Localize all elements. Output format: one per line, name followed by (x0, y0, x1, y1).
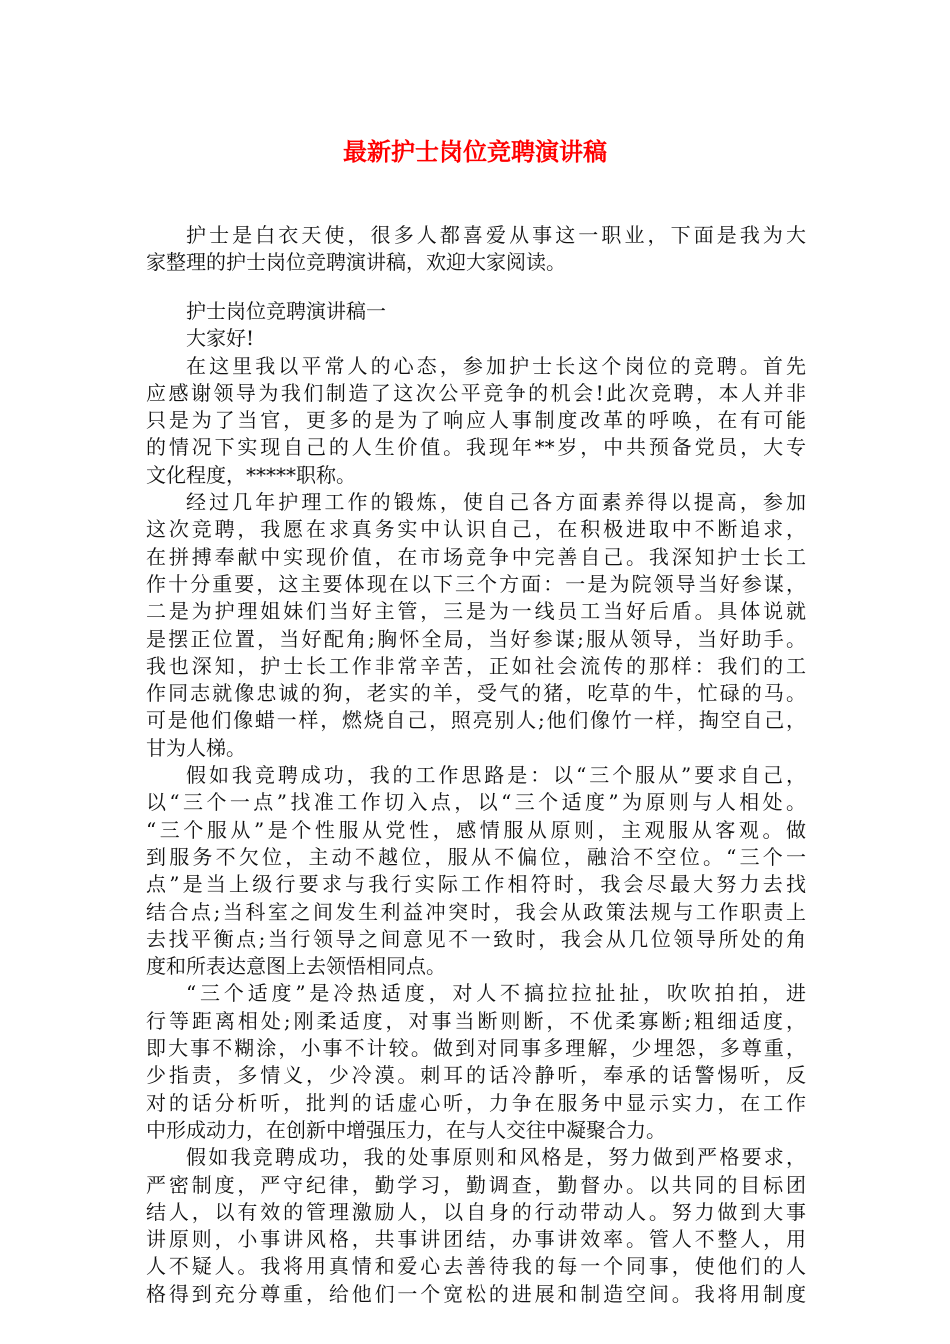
text-line: 我也深知，护士长工作非常辛苦，正如社会流传的那样：我们的工 (146, 653, 806, 678)
text-line: 假如我竞聘成功，我的工作思路是：以“三个服从”要求自己， (186, 763, 806, 788)
text-line: 行等距离相处;刚柔适度，对事当断则断，不优柔寡断;粗细适度， (146, 1008, 806, 1033)
text-line: 家整理的护士岗位竞聘演讲稿，欢迎大家阅读。 (146, 250, 566, 275)
text-line: 甘为人梯。 (146, 735, 246, 760)
text-line: 假如我竞聘成功，我的处事原则和风格是，努力做到严格要求， (186, 1145, 806, 1170)
document-title: 最新护士岗位竞聘演讲稿 (343, 138, 607, 166)
text-line: 结合点;当科室之间发生利益冲突时，我会从政策法规与工作职责上 (146, 899, 806, 924)
text-line: 去找平衡点;当行领导之间意见不一致时，我会从几位领导所处的角 (146, 926, 806, 951)
text-line: “三个服从”是个性服从党性，感情服从原则，主观服从客观。做 (146, 817, 806, 842)
text-line: 对的话分析听，批判的话虚心听，力争在服务中显示实力，在工作 (146, 1090, 806, 1115)
text-line: 度和所表达意图上去领悟相同点。 (146, 954, 446, 979)
text-line: 护士是白衣天使，很多人都喜爱从事这一职业，下面是我为大 (186, 223, 806, 247)
text-line: 这次竞聘，我愿在求真务实中认识自己，在积极进取中不断追求， (146, 517, 806, 542)
text-line: 少指责，多情义，少冷漠。刺耳的话冷静听，奉承的话警惕听，反 (146, 1063, 806, 1088)
text-line: 以“三个一点”找准工作切入点，以“三个适度”为原则与人相处。 (146, 790, 806, 815)
text-line: 文化程度，*****职称。 (146, 462, 356, 487)
text-line: 是摆正位置，当好配角;胸怀全局，当好参谋;服从领导，当好助手。 (146, 626, 806, 651)
text-line: 在这里我以平常人的心态，参加护士长这个岗位的竞聘。首先 (186, 353, 806, 378)
text-line: 作同志就像忠诚的狗，老实的羊，受气的猪，吃草的牛，忙碌的马。 (146, 681, 806, 706)
text-line: 中形成动力，在创新中增强压力，在与人交往中凝聚合力。 (146, 1117, 666, 1142)
text-line: 经过几年护理工作的锻炼，使自己各方面素养得以提高，参加 (186, 490, 806, 515)
text-line: 格得到充分尊重，给他们一个宽松的进展和制造空间。我将用制度 (146, 1281, 806, 1306)
text-line: 在拼搏奉献中实现价值，在市场竞争中完善自己。我深知护士长工 (146, 544, 806, 569)
text-line: 的情况下实现自己的人生价值。我现年**岁，中共预备党员，大专 (146, 435, 806, 460)
text-line: 讲原则，小事讲风格，共事讲团结，办事讲效率。管人不整人，用 (146, 1227, 806, 1252)
text-line: 作十分重要，这主要体现在以下三个方面：一是为院领导当好参谋， (146, 571, 806, 596)
text-line: 到服务不欠位，主动不越位，服从不偏位，融洽不空位。“三个一 (146, 844, 806, 869)
text-line: 严密制度，严守纪律，勤学习，勤调查，勤督办。以共同的目标团 (146, 1172, 806, 1197)
text-line: 即大事不糊涂，小事不计较。做到对同事多理解，少埋怨，多尊重， (146, 1036, 806, 1061)
greeting-line: 大家好! (186, 326, 255, 351)
text-line: 只是为了当官，更多的是为了响应人事制度改革的呼唤，在有可能 (146, 408, 806, 433)
main-body (146, 298, 806, 1308)
text-line: 人不疑人。我将用真情和爱心去善待我的每一个同事，使他们的人 (146, 1254, 806, 1279)
text-line: 结人，以有效的管理激励人，以自身的行动带动人。努力做到大事 (146, 1199, 806, 1224)
text-line: 可是他们像蜡一样，燃烧自己，照亮别人;他们像竹一样，掏空自己， (146, 708, 806, 733)
text-line: “三个适度”是冷热适度，对人不搞拉拉扯扯，吹吹拍拍，进 (186, 981, 806, 1006)
text-line: 点”是当上级行要求与我行实际工作相符时，我会尽最大努力去找 (146, 872, 806, 897)
intro-paragraph (146, 222, 806, 277)
text-line: 二是为护理姐妹们当好主管，三是为一线员工当好后盾。具体说就 (146, 599, 806, 624)
section-heading: 护士岗位竞聘演讲稿一 (186, 299, 386, 323)
text-line: 应感谢领导为我们制造了这次公平竞争的机会!此次竞聘，本人并非 (146, 380, 806, 405)
